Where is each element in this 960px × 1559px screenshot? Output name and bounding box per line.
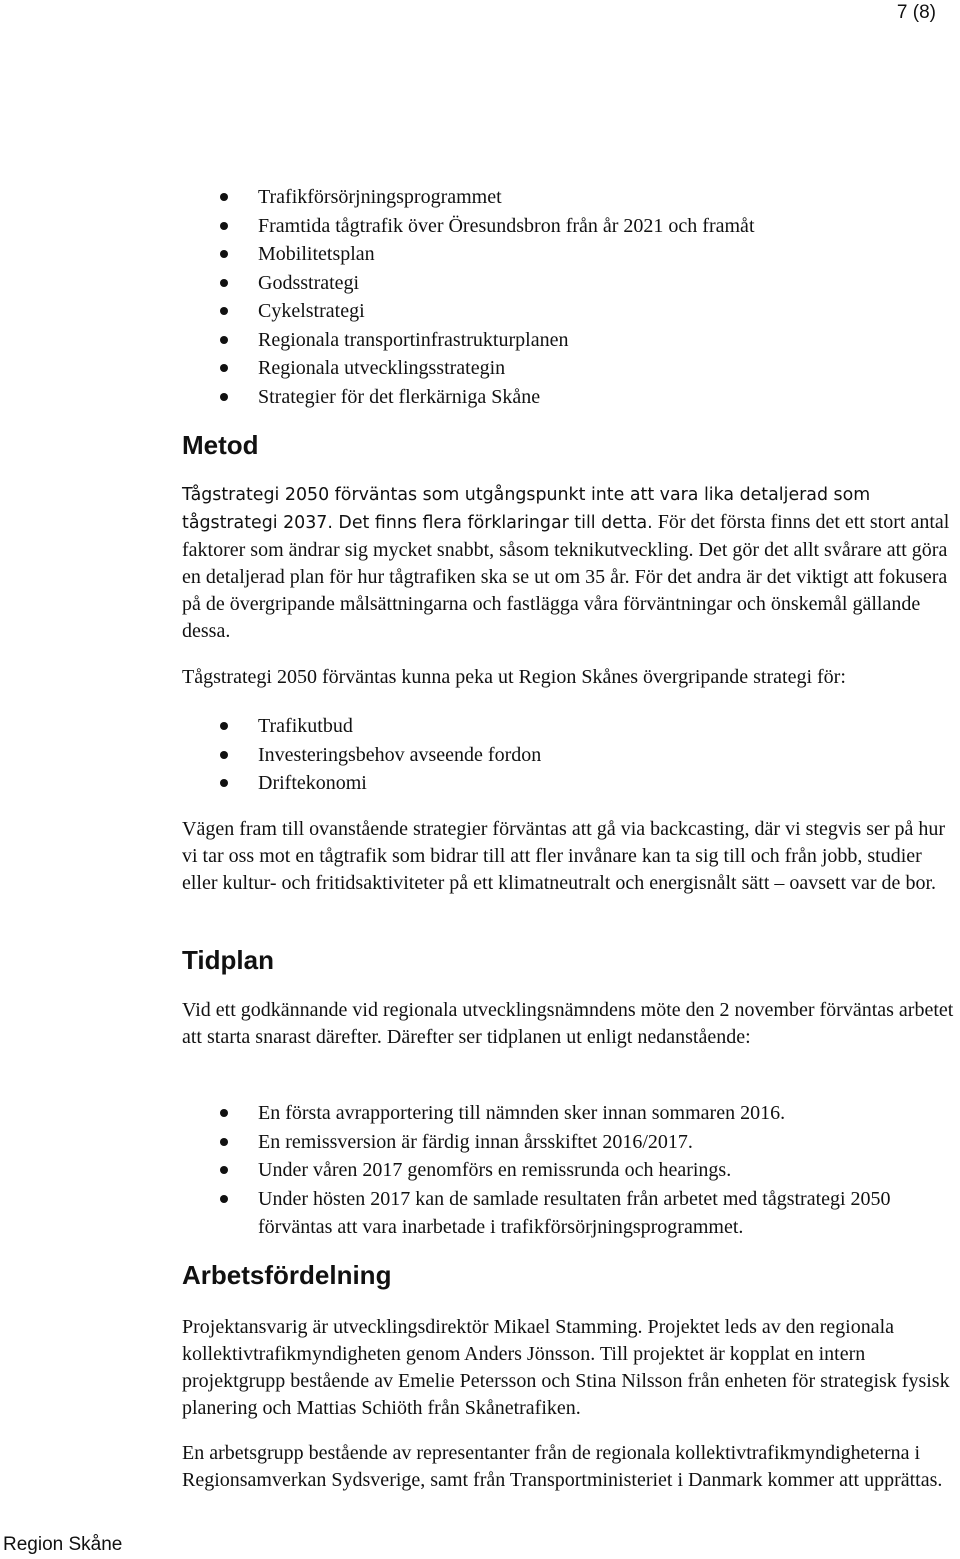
tidplan-heading: Tidplan — [182, 945, 274, 975]
metod-bullet-list — [182, 712, 954, 798]
list-item: Regionala transportinfrastrukturplanen — [182, 326, 954, 355]
page-number: 7 (8) — [896, 2, 936, 23]
top-bullet-list — [182, 183, 954, 411]
list-item: Cykelstrategi — [182, 297, 954, 326]
list-item: Under våren 2017 genomförs en remissrunda och hearings. — [182, 1156, 954, 1185]
metod-closing: Vägen fram till ovanstående strategier förväntas att gå via backcasting, där vi stegvis ser på hur vi tar oss mot en tågtrafik som bidrar till att fler invånare kan ta sig till och från jobb, studier eller kultur- och fritidsaktiviteter på ett klimatneutralt och energisnålt sätt – oavsett var de bor. — [182, 818, 946, 894]
tidplan-bullet-list — [182, 1099, 954, 1242]
list-item: Under hösten 2017 kan de samlade resultaten från arbetet med tågstrategi 2050 förväntas att vara inarbetade i trafikförsörjningsprogrammet. — [182, 1185, 954, 1242]
list-item: Regionala utvecklingsstrategin — [182, 354, 954, 383]
tidplan-paragraph: Vid ett godkännande vid regionala utvecklingsnämndens möte den 2 november förväntas arbetet att starta snarast därefter. Därefter ser tidplanen ut enligt nedanstående: — [182, 999, 954, 1048]
list-item: Strategier för det flerkärniga Skåne — [182, 383, 954, 412]
arbetsfordelning-heading: Arbetsfördelning — [182, 1260, 392, 1290]
list-item: En remissversion är färdig innan årsskiftet 2016/2017. — [182, 1128, 954, 1157]
list-item: Investeringsbehov avseende fordon — [182, 741, 954, 770]
arbetsfordelning-paragraph-1: Projektansvarig är utvecklingsdirektör Mikael Stamming. Projektet leds av den regionala kollektivtrafikmyndigheten genom Anders Jönsson. Till projektet är kopplat en intern projektgrupp bestående av Emelie Petersson och Stina Nilsson från enheten för strategisk fysisk planering och Mattias Schiöth från Skånetrafiken. — [182, 1316, 950, 1419]
list-item: Trafikutbud — [182, 712, 954, 741]
metod-serif-text: För det första finns det ett stort antal faktorer som ändrar sig mycket snabbt, såsom teknikutveckling. Det gör det allt svårare att göra en detaljerad plan för hur tågtrafiken ska se ut om 35 år. För det andra är det viktigt att fokusera på de övergripande målsättningarna och fastlägga våra förväntningar och önskemål gällande dessa. — [182, 511, 950, 642]
metod-heading: Metod — [182, 430, 259, 460]
list-item: En första avrapportering till nämnden sker innan sommaren 2016. — [182, 1099, 954, 1128]
metod-sans-text: Tågstrategi 2050 förväntas som utgångspunkt inte att vara lika detaljerad som tågstrategi 2037. Det finns flera förklaringar till detta. — [182, 485, 871, 533]
list-item: Driftekonomi — [182, 769, 954, 798]
list-item: Framtida tågtrafik över Öresundsbron från år 2021 och framåt — [182, 212, 954, 241]
metod-paragraph — [182, 481, 954, 645]
list-item: Trafikförsörjningsprogrammet — [182, 183, 954, 212]
list-item: Mobilitetsplan — [182, 240, 954, 269]
footer-region: Region Skåne — [3, 1534, 123, 1555]
list-item: Godsstrategi — [182, 269, 954, 298]
metod-intro: Tågstrategi 2050 förväntas kunna peka ut Region Skånes övergripande strategi för: — [182, 666, 846, 688]
arbetsfordelning-paragraph-2: En arbetsgrupp bestående av representanter från de regionala kollektivtrafikmyndigheterna i Regionsamverkan Sydsverige, samt från Transportministeriet i Danmark kommer att upprättas. — [182, 1442, 943, 1491]
